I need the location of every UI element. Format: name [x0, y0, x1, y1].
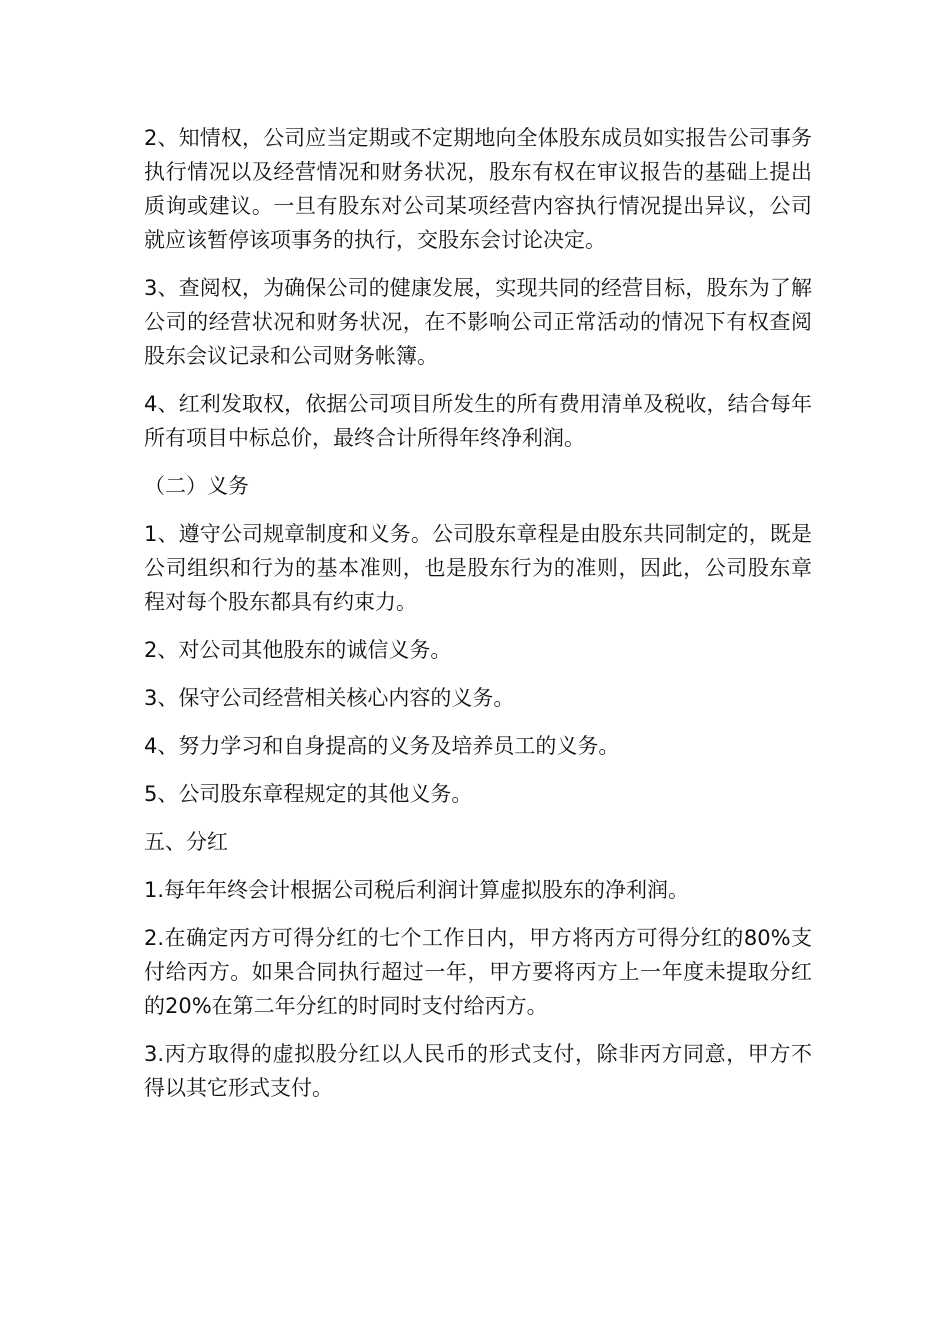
paragraph-obligation-4: 4、努力学习和自身提高的义务及培养员工的义务。 — [144, 734, 620, 758]
section-heading-obligations: （二）义务 — [144, 474, 249, 498]
paragraph-right-to-know: 2、知情权，公司应当定期或不定期地向全体股东成员如实报告公司事务执行情况以及经营情况和财务状况，股东有权在审议报告的基础上提出质询或建议。一旦有股东对公司某项经营内容执行情况提出异议，公司就应该暂停该项事务的执行，交股东会讨论决定。 — [144, 126, 812, 252]
paragraph-dividend-1: 1.每年年终会计根据公司税后利润计算虚拟股东的净利润。 — [144, 878, 690, 902]
section-heading-dividends: 五、分红 — [144, 830, 228, 854]
paragraph-obligation-3: 3、保守公司经营相关核心内容的义务。 — [144, 686, 515, 710]
paragraph-right-to-inspect: 3、查阅权，为确保公司的健康发展，实现共同的经营目标，股东为了解公司的经营状况和财务状况，在不影响公司正常活动的情况下有权查阅股东会议记录和公司财务帐簿。 — [144, 276, 812, 368]
paragraph-obligation-1: 1、遵守公司规章制度和义务。公司股东章程是由股东共同制定的，既是公司组织和行为的基本准则，也是股东行为的准则，因此，公司股东章程对每个股东都具有约束力。 — [144, 522, 812, 614]
document-body — [144, 121, 812, 1119]
paragraph-dividend-2: 2.在确定丙方可得分红的七个工作日内，甲方将丙方可得分红的80%支付给丙方。如果合同执行超过一年，甲方要将丙方上一年度未提取分红的20%在第二年分红的时同时支付给丙方。 — [144, 926, 812, 1018]
paragraph-right-to-dividends: 4、红利发取权，依据公司项目所发生的所有费用清单及税收，结合每年所有项目中标总价，最终合计所得年终净利润。 — [144, 392, 812, 450]
paragraph-dividend-3: 3.丙方取得的虚拟股分红以人民币的形式支付，除非丙方同意，甲方不得以其它形式支付。 — [144, 1042, 812, 1100]
paragraph-obligation-2: 2、对公司其他股东的诚信义务。 — [144, 638, 452, 662]
paragraph-obligation-5: 5、公司股东章程规定的其他义务。 — [144, 782, 473, 806]
